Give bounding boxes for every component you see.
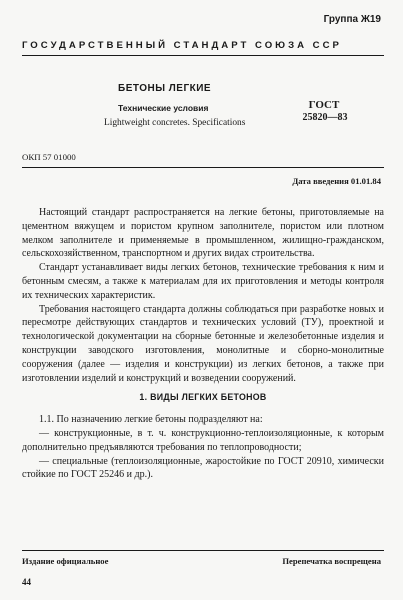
header-rule: [22, 55, 384, 56]
official-edition-note: Издание официальное: [22, 556, 109, 566]
okp-code: ОКП 57 01000: [22, 152, 76, 162]
document-title-english: Lightweight concretes. Specifications: [104, 118, 246, 128]
paragraph-scope: Настоящий стандарт распространяется на легкие бетоны, приготовляемые на цементном вяжущем и пористом крупном заполнителе, пористом или плотном мелком заполнителе и применяемые в промышленном, жилищно-гражданском, сельскохозяйственном, транспортном и других видах строительства.: [22, 207, 384, 260]
document-body: [22, 206, 384, 482]
footer-rule: [22, 550, 384, 551]
reprint-prohibited-note: Перепечатка воспрещена: [282, 556, 381, 566]
paragraph-structural: — конструкционные, в т. ч. конструкционно-теплоизоляционные, к которым дополнительно предъявляются требования по теплопроводности;: [22, 427, 384, 453]
paragraph-1-1: 1.1. По назначению легкие бетоны подразделяют на:: [39, 414, 263, 426]
paragraph-establishes: Стандарт устанавливает виды легких бетонов, технические требования к ним и бетонным смесям, а также к материалам для их приготовления и методы контроля их технических характеристик.: [22, 262, 384, 301]
section-heading: 1. ВИДЫ ЛЕГКИХ БЕТОНОВ: [139, 392, 267, 403]
page-number: 44: [22, 577, 31, 587]
paragraph-special: — специальные (теплоизоляционные, жаростойкие по ГОСТ 20910, химически стойкие по ГОСТ 25246 и др.).: [22, 455, 384, 481]
gost-number: 25820—83: [302, 112, 348, 123]
date-of-introduction: Дата введения 01.01.84: [292, 176, 381, 186]
document-title: БЕТОНЫ ЛЕГКИЕ: [118, 83, 212, 94]
gost-label: ГОСТ: [308, 99, 340, 111]
group-code: Группа Ж19: [323, 14, 381, 25]
document-subtitle: Технические условия: [118, 103, 209, 113]
paragraph-requirements: Требования настоящего стандарта должны соблюдаться при разработке новых и пересмотре действующих стандартов и технических условий (ТУ), проектной и технологической документации на сборные бетонные и железобетонные изделия и конструкции заводского изготовления, монолитные и сборно-монолитные сооружения (далее — изделия и конструкции) из легких бетонов, а также при изготовлении изделий и конструкций и возведении сооружений.: [22, 303, 384, 384]
state-standard-heading: ГОСУДАРСТВЕННЫЙ СТАНДАРТ СОЮЗА ССР: [22, 40, 342, 51]
okp-rule: [22, 167, 384, 168]
